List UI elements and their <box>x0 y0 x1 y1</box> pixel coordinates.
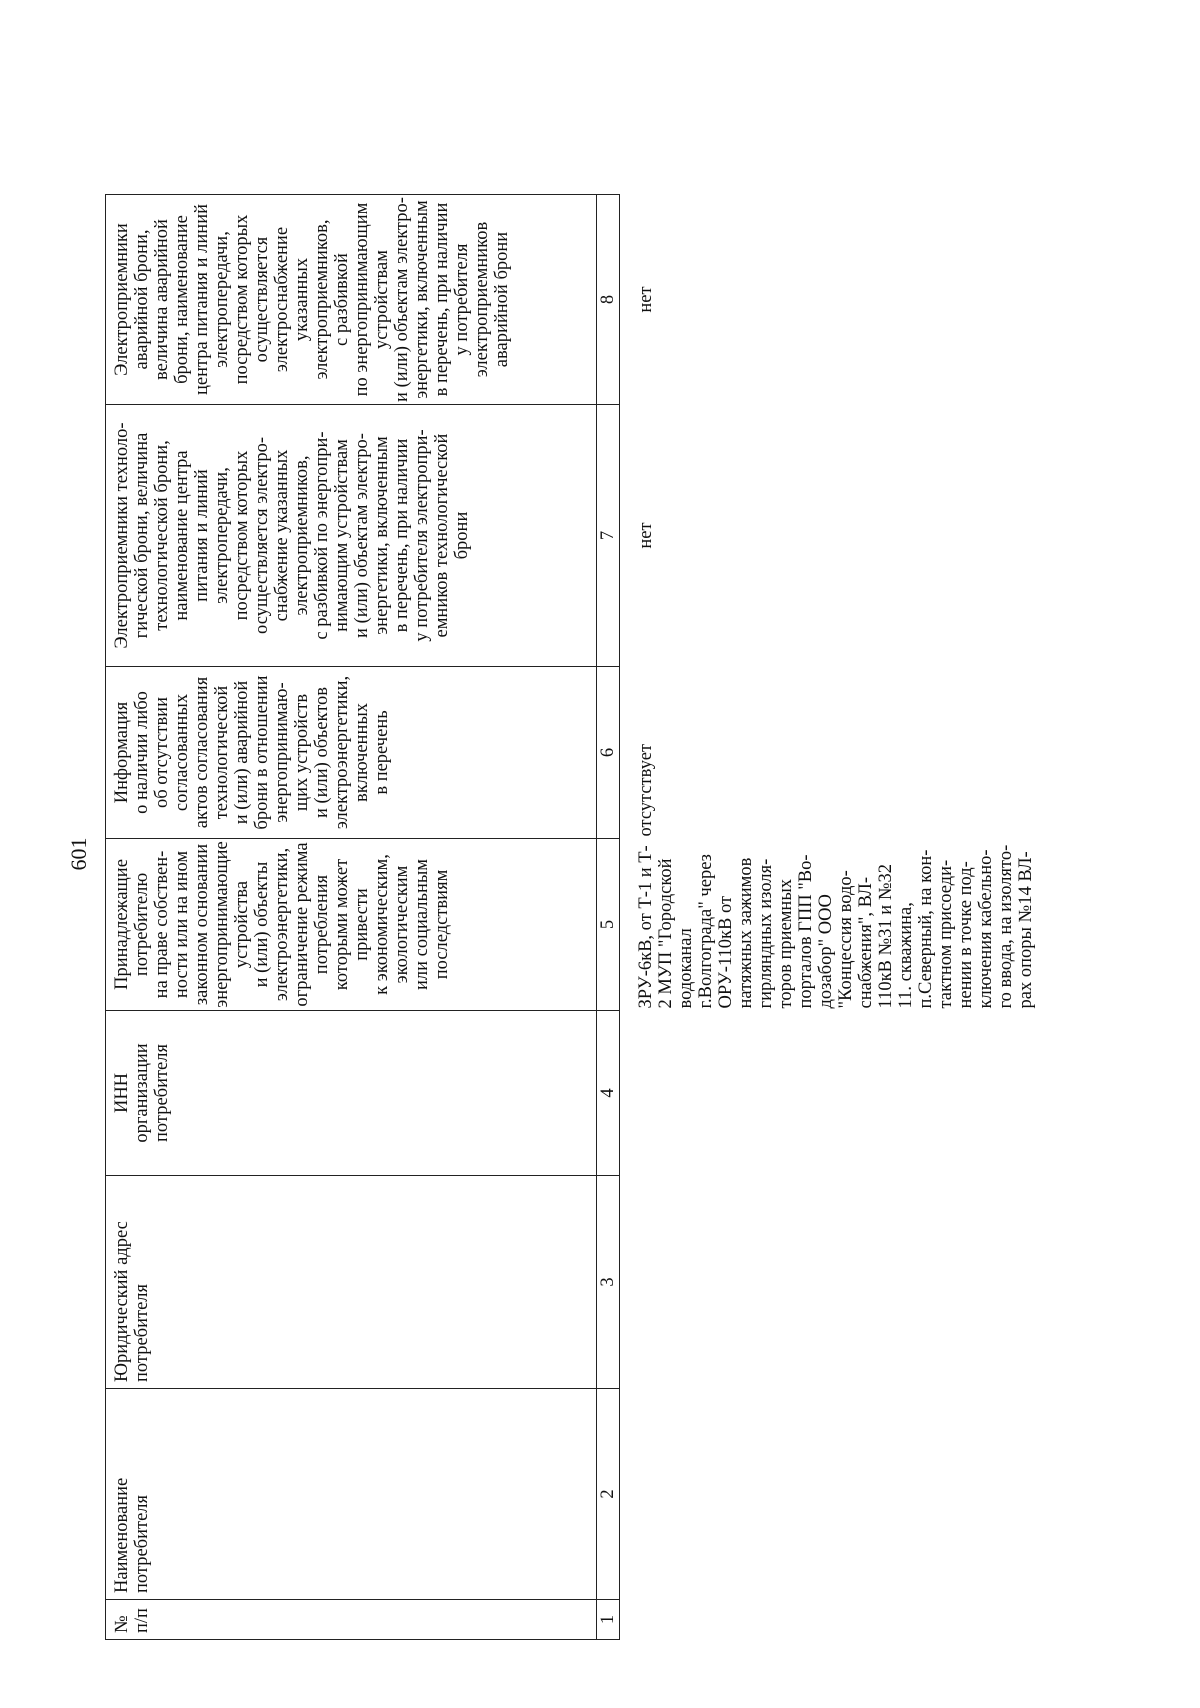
table-cell <box>620 1600 1041 1640</box>
header-cell-reservation-info: Информация о наличии либо об отсутствии согласованных актов согласования технологической и (или) аварийной брони в отношении энергопринимаю- щих устройств и (или) объектов электроэнергетики, включенных в перечень <box>106 667 597 839</box>
cell-reservation-value: отсутствует <box>636 743 656 837</box>
header-cell-emergency-reserve: Электроприемники аварийной брони, величина аварийной брони, наименование центра питания и линий электропередачи, посредством которых осуществляется электроснабжение указанных электроприемников, с разбивкой по энергопринимающим устройствам и (или) объектам электро- энергетики, включенным в перечень, при наличии у потребителя электроприемников аварийной брони <box>106 195 597 405</box>
table-row <box>620 195 1041 1640</box>
cell-emergency-value: нет <box>636 286 656 313</box>
column-number: 2 <box>597 1389 620 1600</box>
column-number: 8 <box>597 195 620 405</box>
column-number: 7 <box>597 405 620 667</box>
header-cell-legal-address: Юридический адрес потребителя <box>106 1176 597 1389</box>
table-cell <box>620 1389 1041 1600</box>
column-number: 4 <box>597 1011 620 1176</box>
header-cell-devices: Принадлежащие потребителю на праве собствен- ности или на ином законном основании энергопринимающие устройства и (или) объекты электроэнергетики, ограничение режима потребления которыми может привести к экономическим, экологическим или социальным последствиям <box>106 839 597 1011</box>
consumer-table <box>105 194 1040 1640</box>
column-number: 5 <box>597 839 620 1011</box>
header-row <box>106 195 597 1640</box>
table-cell <box>620 1176 1041 1389</box>
column-number: 3 <box>597 1176 620 1389</box>
column-number: 6 <box>597 667 620 839</box>
page-number: 601 <box>66 837 91 871</box>
column-number: 1 <box>597 1600 620 1640</box>
cell-technological-value: нет <box>636 522 656 549</box>
column-number-row <box>597 195 620 1640</box>
header-cell-inn: ИНН организации потребителя <box>106 1011 597 1176</box>
header-cell-technological-reserve: Электроприемники техноло- гической брони, величина технологической брони, наименование центра питания и линий электропередачи, посредством которых осуществляется электро- снабжение указанных электроприемников, с разбивкой по энергопри- нимающим устройствам и (или) объектам электро- энергетики, включенным в перечень, при наличии у потребителя электропри- емников технологической брони <box>106 405 597 667</box>
cell-devices-value: ЗРУ-6кВ, от Т-1 и Т- 2 МУП "Городской водоканал г.Волгограда" через ОРУ-110кВ от натяжных зажимов гирляндных изоля- торов приемных порталов ГПП "Во- дозабор" ООО "Концессия водо- снабжения", ВЛ- 110кВ №31 и №32 11. скважина, п.Северный, на кон- тактном присоеди- нении в точке под- ключения кабельно- го ввода, на изолято- рах опоры №14 ВЛ- <box>636 844 1036 1009</box>
header-cell-consumer-name: Наименование потребителя <box>106 1389 597 1600</box>
header-cell-number: № п/п <box>106 1600 597 1640</box>
table-cell <box>620 1011 1041 1176</box>
